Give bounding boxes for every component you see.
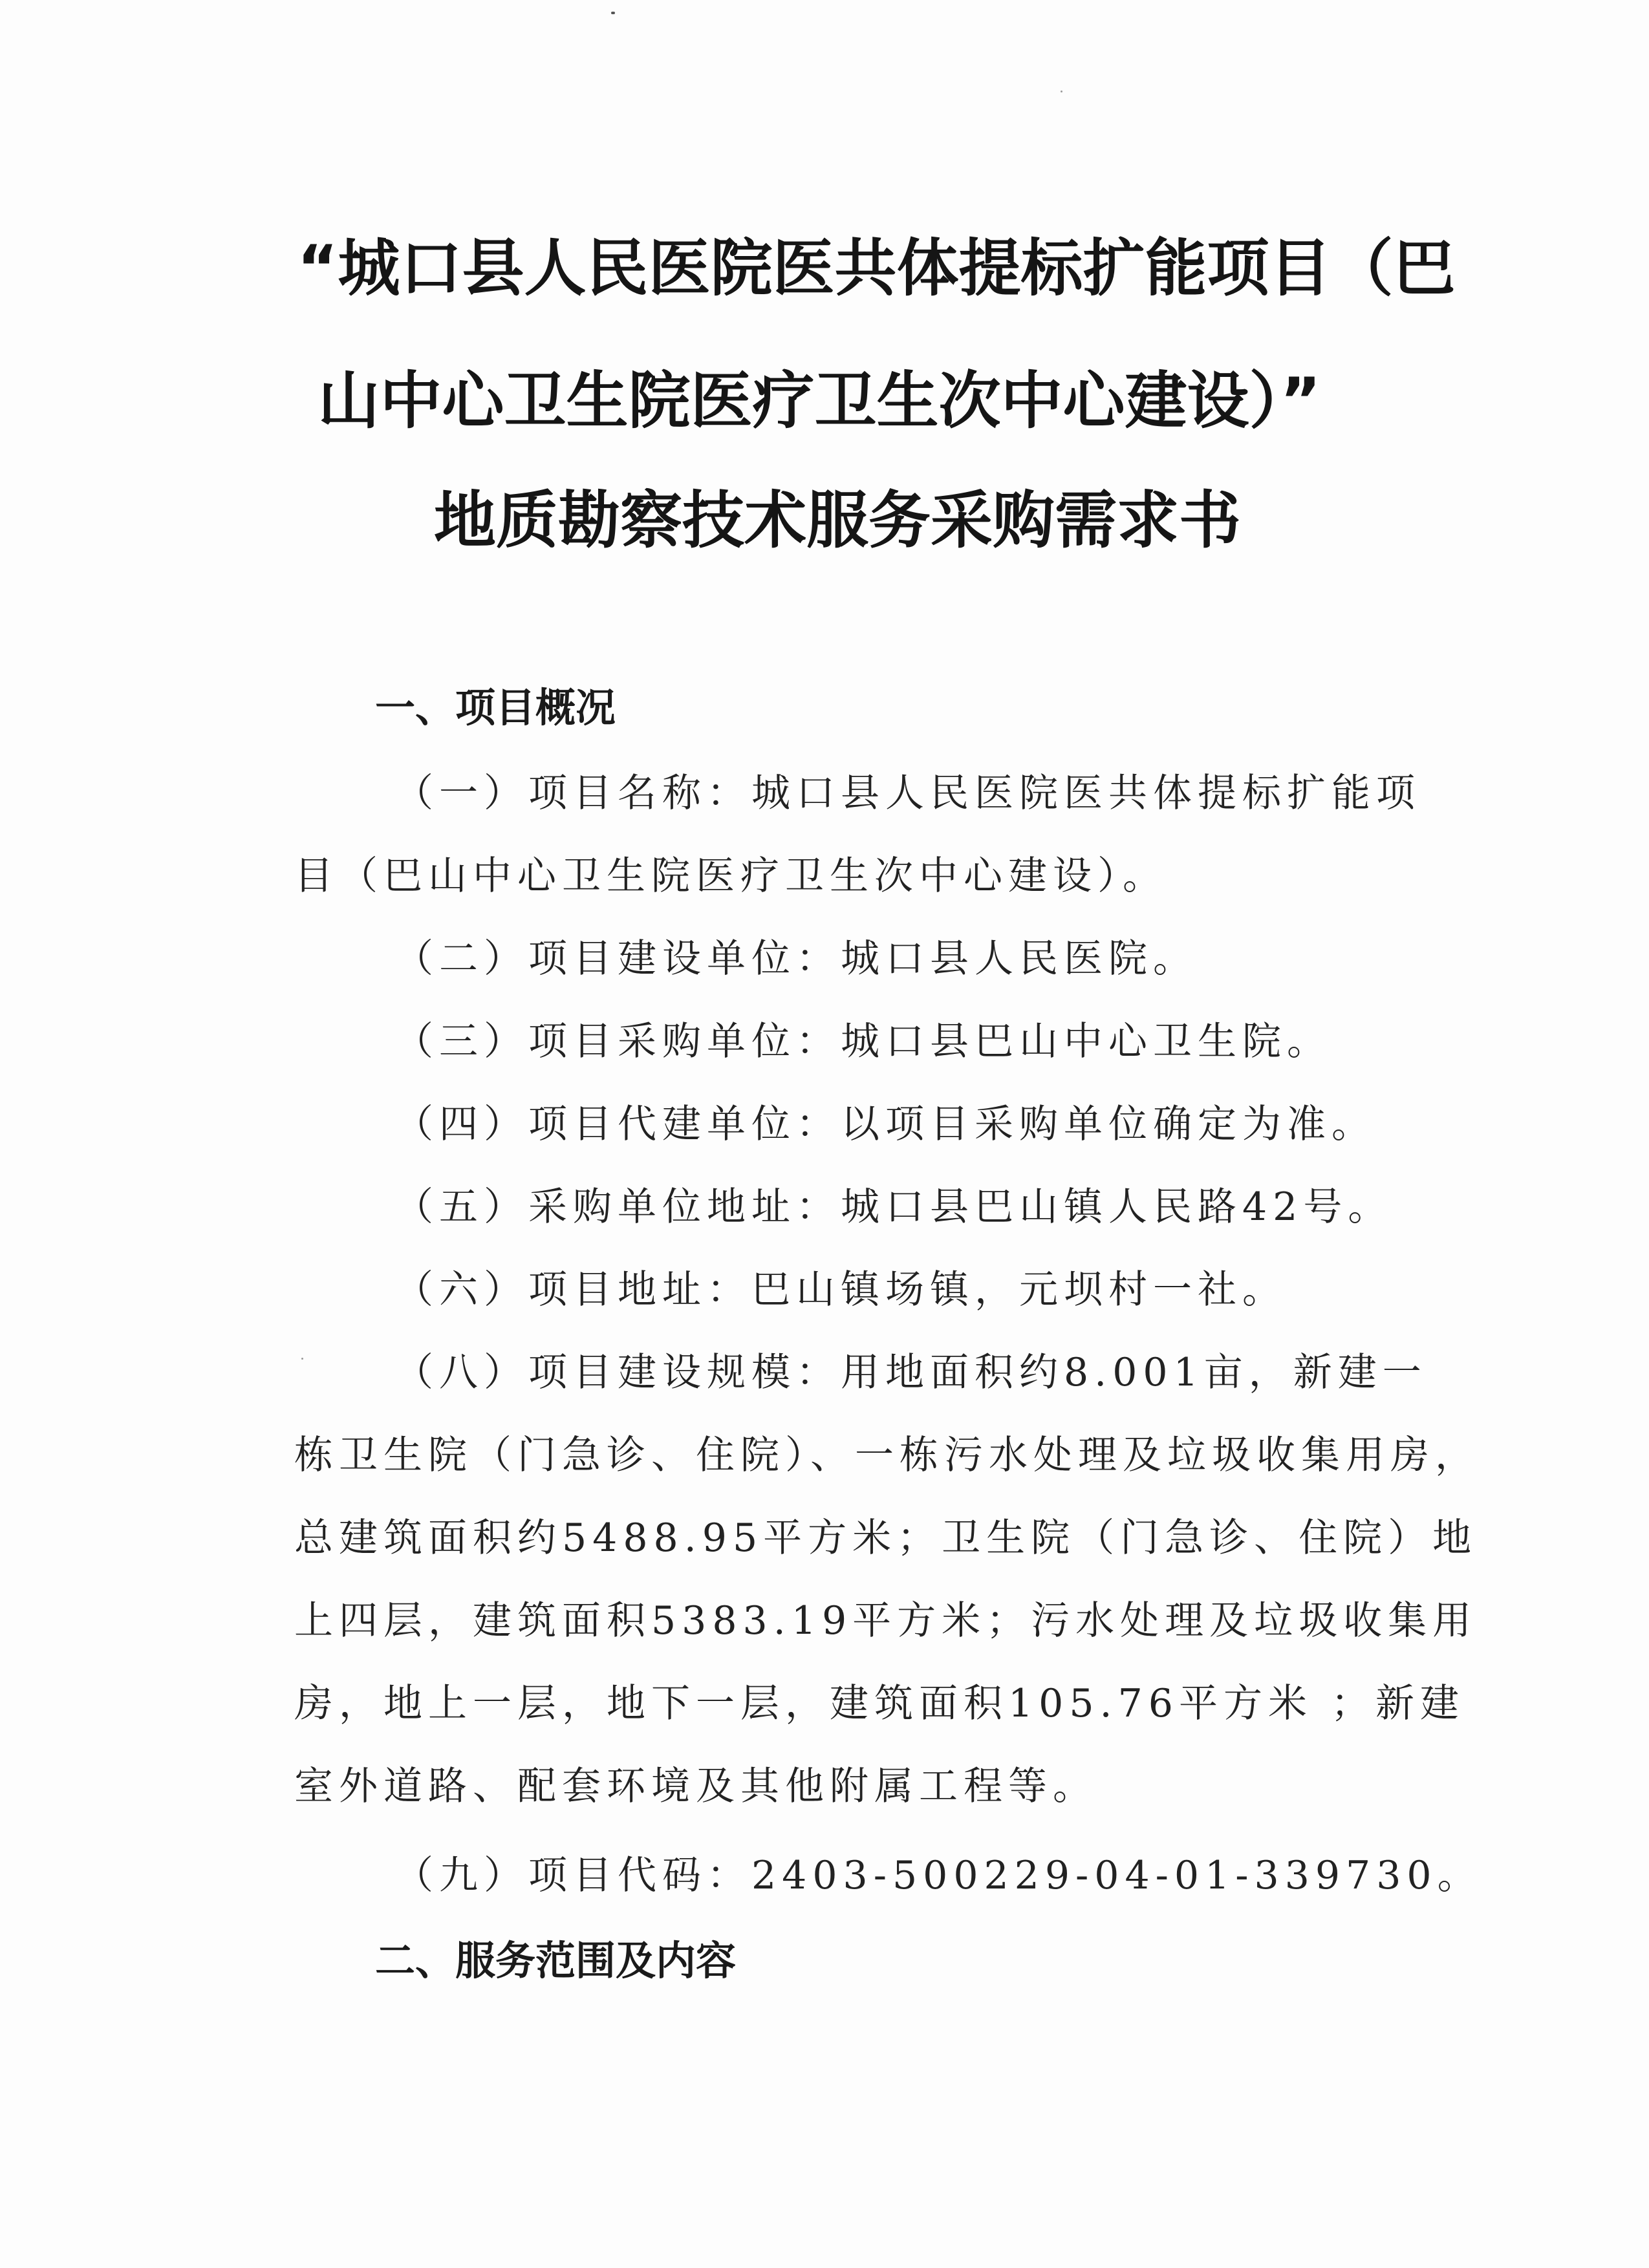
- construction-scale-continued-4: 房，地上一层，地下一层，建筑面积105.76平方米 ；新建: [294, 1681, 1465, 1726]
- scan-speck: [1061, 91, 1062, 92]
- construction-scale-continued-3: 上四层，建筑面积5383.19平方米；污水处理及垃圾收集用: [294, 1598, 1478, 1643]
- agent-unit-line: （四）项目代建单位：以项目采购单位确定为准。: [394, 1102, 1376, 1147]
- document-title-line-3: 地质勘察技术服务采购需求书: [434, 484, 1241, 557]
- construction-scale-line: （八）项目建设规模：用地面积约8.001亩，新建一: [394, 1350, 1427, 1395]
- section-heading-project-overview: 一、项目概况: [375, 684, 616, 731]
- scan-speck: [611, 12, 615, 14]
- construction-scale-continued-2: 总建筑面积约5488.95平方米；卫生院（门急诊、住院）地: [294, 1515, 1478, 1561]
- procurement-address-line: （五）采购单位地址：城口县巴山镇人民路42号。: [394, 1184, 1393, 1230]
- project-address-line: （六）项目地址：巴山镇场镇，元坝村一社。: [394, 1267, 1287, 1312]
- construction-scale-continued-1: 栋卫生院（门急诊、住院）、一栋污水处理及垃圾收集用房，: [294, 1433, 1480, 1478]
- project-name-continued: 目（巴山中心卫生院医疗卫生次中心建设）。: [294, 853, 1167, 899]
- document-title-line-1: “城口县人民医院医共体提标扩能项目（巴: [297, 232, 1456, 305]
- project-code-line: （九）项目代码：2403-500229-04-01-339730。: [394, 1853, 1482, 1898]
- procurement-unit-line: （三）项目采购单位：城口县巴山中心卫生院。: [394, 1019, 1331, 1064]
- document-title-line-2: 山中心卫生院医疗卫生次中心建设）”: [318, 365, 1321, 437]
- section-heading-service-scope: 二、服务范围及内容: [375, 1937, 737, 1984]
- construction-scale-continued-5: 室外道路、配套环境及其他附属工程等。: [294, 1764, 1097, 1809]
- scan-speck: [301, 1358, 303, 1360]
- construction-unit-line: （二）项目建设单位：城口县人民医院。: [394, 936, 1198, 981]
- project-name-line: （一）项目名称：城口县人民医院医共体提标扩能项: [394, 771, 1421, 816]
